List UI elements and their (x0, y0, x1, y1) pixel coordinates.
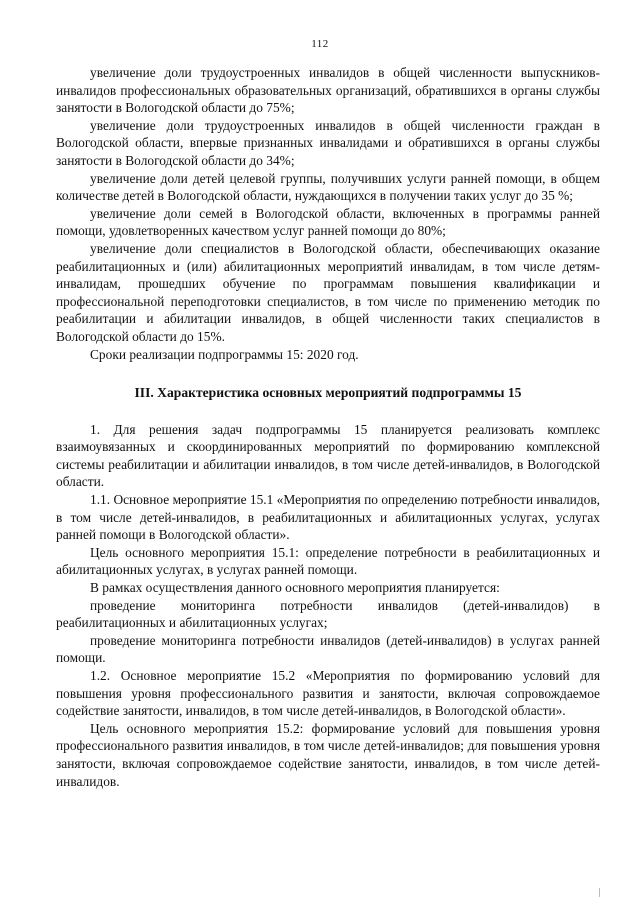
paragraph: увеличение доли семей в Вологодской области, включенных в программы ранней помощи, удовлетворенных качеством услуг ранней помощи до 80%; (56, 205, 600, 239)
paragraph: проведение мониторинга потребности инвалидов (детей-инвалидов) в услугах ранней помощи. (56, 632, 600, 666)
section-heading: III. Характеристика основных мероприятий подпрограммы 15 (134, 385, 522, 401)
paragraph: 1.2. Основное мероприятие 15.2 «Мероприятия по формированию условий для повышения уровня профессионального развития и занятости, включая сопровождаемое содействие занятости, инвалидов, в том числе детей-инвалидов, в Вологодской области». (56, 668, 600, 719)
paragraph: Цель основного мероприятия 15.2: формирование условий для повышения уровня профессионального развития инвалидов, в том числе детей-инвалидов; для повышения уровня занятости, включая сопровождаемое содействие занятости, инвалидов, в том числе детей-инвалидов. (56, 720, 600, 789)
paragraph: Цель основного мероприятия 15.1: определение потребности в реабилитационных и абилитационных услугах, в услугах ранней помощи. (56, 544, 600, 578)
document-body (56, 64, 600, 790)
paragraph: проведение мониторинга потребности инвалидов (детей-инвалидов) в реабилитационных и абилитационных услугах; (56, 597, 600, 631)
paragraph: 1. Для решения задач подпрограммы 15 планируется реализовать комплекс взаимоувязанных и скоординированных мероприятий по формированию комплексной системы реабилитации и абилитации инвалидов, в том числе детей-инвалидов, в Вологодской области. (56, 421, 600, 490)
paragraph: увеличение доли трудоустроенных инвалидов в общей численности выпускников-инвалидов профессиональных образовательных организаций, обратившихся в органы службы занятости в Вологодской области до 75%; (56, 65, 600, 116)
paragraph: увеличение доли трудоустроенных инвалидов в общей численности граждан в Вологодской области, впервые признанных инвалидами и обратившихся в органы службы занятости в Вологодской области до 34%; (56, 117, 600, 168)
paragraph: увеличение доли детей целевой группы, получивших услуги ранней помощи, в общем количестве детей в Вологодской области, нуждающихся в получении таких услуг до 35 %; (56, 170, 600, 204)
paragraph: Сроки реализации подпрограммы 15: 2020 год. (90, 346, 359, 362)
paragraph: 1.1. Основное мероприятие 15.1 «Мероприятия по определению потребности инвалидов, в том числе детей-инвалидов, в реабилитационных и абилитационных услугах, услугах ранней помощи в Вологодской области». (56, 492, 600, 543)
paragraph: увеличение доли специалистов в Вологодской области, обеспечивающих оказание реабилитационных и (или) абилитационных мероприятий инвалидам, в том числе детям-инвалидам, прошедших обучение по программам повышения квалификации и профессиональной переподготовки специалистов, в том числе по применению методик по реабилитации и абилитации инвалидов, в общей численности таких специалистов в Вологодской области до 15%. (56, 240, 600, 344)
page-number: 112 (311, 38, 329, 50)
paragraph: В рамках осуществления данного основного мероприятия планируется: (90, 580, 500, 596)
scan-mark (599, 888, 600, 897)
